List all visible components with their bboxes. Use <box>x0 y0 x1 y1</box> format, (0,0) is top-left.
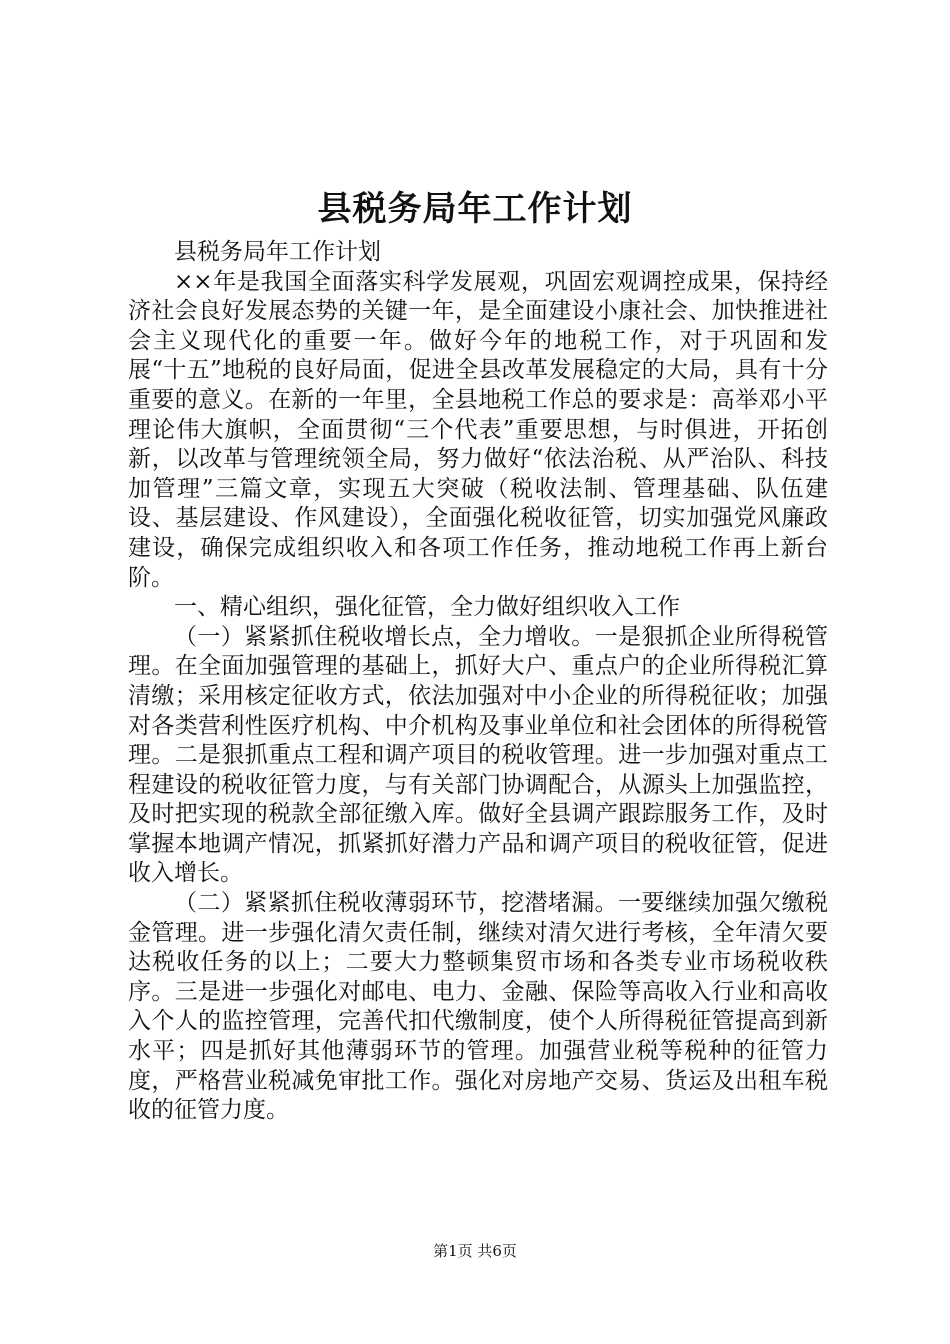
document-title: 县税务局年工作计划 <box>317 189 633 229</box>
section-heading-1: 一、精心组织，强化征管，全力做好组织收入工作 <box>174 594 680 621</box>
document-body <box>128 238 828 1126</box>
paragraph-section-1-2: （二）紧紧抓住税收薄弱环节，挖潜堵漏。一要继续加强欠缴税金管理。进一步强化清欠责任制，继续对清欠进行考核，全年清欠要达税收任务的以上；二要大力整顿集贸市场和各类专业市场税收秩序。三是进一步强化对邮电、电力、金融、保险等高收入行业和高收入个人的监控管理，完善代扣代缴制度，使个人所得税征管提高到新水平；四是抓好其他薄弱环节的管理。加强营业税等税种的征管力度，严格营业税减免审批工作。强化对房地产交易、货运及出租车税收的征管力度。 <box>128 890 828 1124</box>
paragraph-subtitle: 县税务局年工作计划 <box>174 239 381 265</box>
page-number-footer: 第1页 共6页 <box>433 1242 517 1260</box>
paragraph-intro: ××年是我国全面落实科学发展观，巩固宏观调控成果，保持经济社会良好发展态势的关键一年，是全面建设小康社会、加快推进社会主义现代化的重要一年。做好今年的地税工作，对于巩固和发展“十五”地税的良好局面，促进全县改革发展稳定的大局，具有十分重要的意义。在新的一年里，全县地税工作总的要求是：高举邓小平理论伟大旗帜，全面贯彻“三个代表”重要思想，与时俱进，开拓创新，以改革与管理统领全局，努力做好“依法治税、从严治队、科技加管理”三篇文章，实现五大突破（税收法制、管理基础、队伍建设、基层建设、作风建设），全面强化税收征管，切实加强党风廉政建设，确保完成组织收入和各项工作任务，推动地税工作再上新台阶。 <box>128 268 828 591</box>
paragraph-section-1-1: （一）紧紧抓住税收增长点，全力增收。一是狠抓企业所得税管理。在全面加强管理的基础上，抓好大户、重点户的企业所得税汇算清缴；采用核定征收方式，依法加强对中小企业的所得税征收；加强对各类营利性医疗机构、中介机构及事业单位和社会团体的所得税管理。二是狠抓重点工程和调产项目的税收管理。进一步加强对重点工程建设的税收征管力度，与有关部门协调配合，从源头上加强监控，及时把实现的税款全部征缴入库。做好全县调产跟踪服务工作，及时掌握本地调产情况，抓紧抓好潜力产品和调产项目的税收征管，促进收入增长。 <box>128 623 828 887</box>
